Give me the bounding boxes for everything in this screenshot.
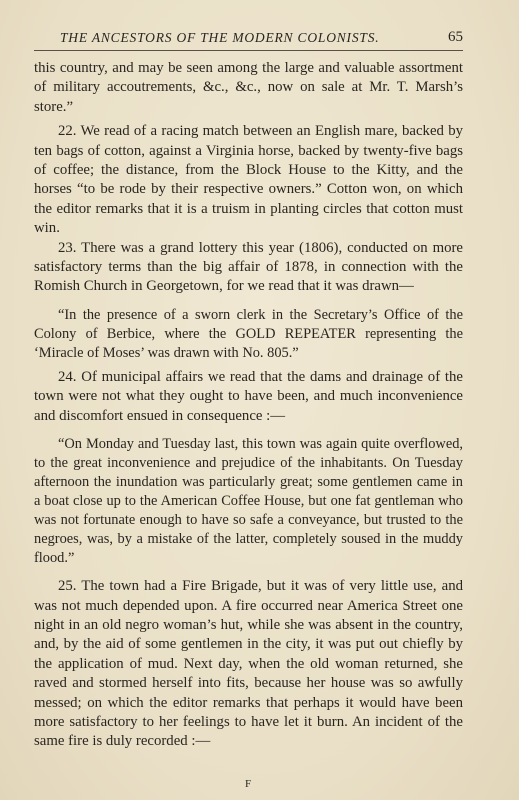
paragraph-25: 25. The town had a Fire Brigade, but it was of very little use, and was not much depended upon. A fire occurred near America Street one night in an old negro woman’s hut, while she was absent in the country, and, by the aid of some gentlemen in the city, it was put out chiefly by the application of mud. Next day, when the old woman returned, she raved and stormed herself into fits, because her house was so awfully messed; on which the editor remarks that perhaps it would have been more satisfactory to her feelings to have let it burn. An incident of the same fire is duly recorded :—: [34, 578, 463, 750]
paragraph-22: 22. We read of a racing match between an English mare, backed by ten bags of cotton, against a Virginia horse, backed by twenty-five bags of coffee; the distance, from the Block House to the Kitty, and the horses “to be rode by their respective owners.” Cotton won, on which the editor remarks that it is a truism in planting circles that cotton must win.: [34, 123, 463, 237]
paragraph-continuation: this country, and may be seen among the large and valuable assortment of military accoutrements, &c., &c., now on sale at Mr. T. Marsh’s store.”: [34, 60, 463, 115]
paragraph-24: 24. Of municipal affairs we read that the dams and drainage of the town were not what they ought to have been, and much inconvenience and discomfort ensued in consequence :—: [34, 368, 463, 424]
body-text: [34, 59, 463, 752]
page-number: 65: [448, 29, 463, 45]
quote-lottery: “In the presence of a sworn clerk in the Secretary’s Office of the Colony of Berbice, where the GOLD REPEATER representing the ‘Miracle of Moses’ was drawn with No. 805.”: [34, 306, 463, 361]
signature-mark: F: [244, 778, 253, 790]
running-head: THE ANCESTORS OF THE MODERN COLONISTS.: [60, 30, 380, 45]
paragraph-23: 23. There was a grand lottery this year (1806), conducted on more satisfactory terms than the big affair of 1878, in connection with the Romish Church in Georgetown, for we read that it was drawn—: [34, 239, 463, 295]
page-header: [34, 30, 463, 51]
quote-flood: “On Monday and Tuesday last, this town was again quite overflowed, to the great inconvenience and prejudice of the inhabitants. On Tuesday afternoon the inundation was particularly great; some gentlemen came in a boat close up to the American Coffee House, but one fat gentleman who was not fortunate enough to have so safe a conveyance, but trusted to the negroes, was, by a mistake of the latter, completely soused in the muddy flood.”: [34, 436, 463, 567]
